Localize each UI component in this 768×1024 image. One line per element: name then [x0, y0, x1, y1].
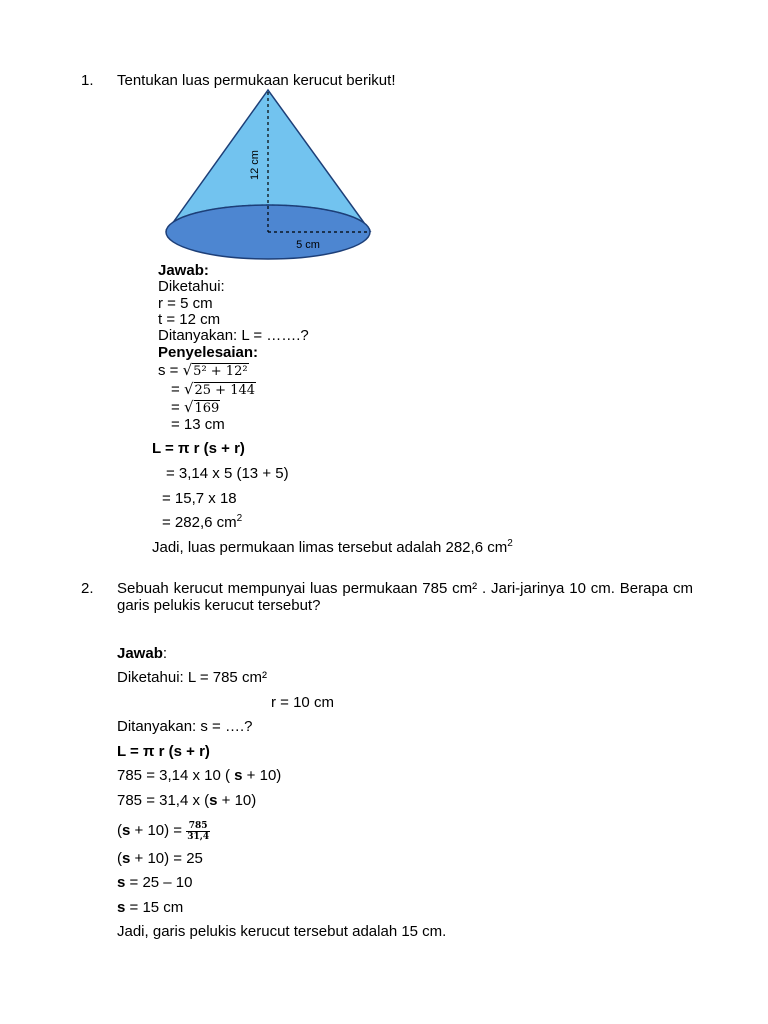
q2-line-4 — [117, 850, 203, 867]
q1-step-1: = 3,14 x 5 (13 + 5) — [166, 465, 289, 482]
line-6-b: = 15 cm — [125, 899, 184, 916]
var-s: s — [122, 822, 131, 839]
sqrt-icon: √ — [183, 398, 194, 416]
q1-conclusion — [152, 539, 513, 556]
sqrt-icon: √ — [183, 380, 194, 398]
var-s: s — [209, 792, 218, 809]
question-2-prompt: Sebuah kerucut mempunyai luas permukaan 785 cm² . Jari-jarinya 10 cm. Berapa cm garis pelukis kerucut tersebut? — [117, 580, 693, 614]
question-1-number: 1. — [81, 72, 94, 89]
height-label: 12 cm — [249, 150, 261, 180]
q1-s-line-3 — [171, 399, 220, 416]
q2-jawab-label: Jawab — [117, 645, 163, 662]
line-4-a: ( — [117, 850, 122, 867]
q1-radius: r = 5 cm — [158, 295, 213, 312]
line-2-b: + 10) — [217, 792, 257, 809]
q1-step-2: = 15,7 x 18 — [162, 490, 237, 507]
q1-s-result: = 13 cm — [171, 416, 225, 433]
q1-jawab-label: Jawab: — [158, 262, 209, 279]
q1-s-line-2 — [171, 381, 256, 398]
var-s: s — [117, 874, 126, 891]
q2-conclusion: Jadi, garis pelukis kerucut tersebut adalah 15 cm. — [117, 923, 447, 940]
q2-line-5 — [117, 874, 193, 891]
q2-jawab-colon: : — [162, 645, 168, 662]
q1-s-line-1 — [158, 362, 249, 379]
line-3-a: ( — [117, 822, 122, 839]
line-1-a: 785 = 3,14 x 10 ( — [117, 767, 235, 784]
radicand-3: 169 — [194, 401, 220, 416]
eq-prefix: = — [171, 399, 184, 416]
q2-ditanyakan: Ditanyakan: s = ….? — [117, 718, 253, 735]
q1-formula: L = π r (s + r) — [152, 440, 245, 457]
var-s: s — [234, 767, 243, 784]
step-3-text: = 282,6 cm — [162, 514, 237, 531]
question-2-number: 2. — [81, 580, 94, 597]
q2-line-1 — [117, 767, 281, 784]
cone-figure — [160, 86, 380, 266]
q2-radius: r = 10 cm — [271, 694, 334, 711]
q1-diketahui: Diketahui: — [158, 278, 225, 295]
conclusion-text: Jadi, luas permukaan limas tersebut adalah 282,6 cm — [152, 539, 508, 556]
q2-line-2 — [117, 792, 256, 809]
sqrt-icon: √ — [182, 361, 193, 379]
radicand-1: 5² + 12² — [193, 364, 248, 379]
conclusion-sup: 2 — [507, 538, 513, 549]
q2-line-3 — [117, 818, 210, 844]
q1-height: t = 12 cm — [158, 311, 221, 328]
line-1-b: + 10) — [242, 767, 282, 784]
line-5-b: = 25 – 10 — [125, 874, 193, 891]
line-2-a: 785 = 31,4 x ( — [117, 792, 210, 809]
radius-label: 5 cm — [296, 239, 320, 251]
fraction — [186, 821, 210, 842]
fraction-denominator: 31,4 — [187, 831, 210, 842]
var-s: s — [117, 899, 126, 916]
q1-ditanyakan: Ditanyakan: L = …….? — [158, 327, 309, 344]
var-s: s — [122, 850, 131, 867]
question-1-prompt: Tentukan luas permukaan kerucut berikut! — [117, 72, 396, 89]
eq-prefix: = — [171, 381, 184, 398]
q2-diketahui: Diketahui: L = 785 cm² — [117, 669, 267, 686]
q2-jawab — [117, 645, 167, 662]
q1-penyelesaian-label: Penyelesaian: — [158, 344, 259, 361]
q2-formula: L = π r (s + r) — [117, 743, 210, 760]
line-4-b: + 10) = 25 — [130, 850, 203, 867]
s-prefix: s = — [158, 362, 183, 379]
radicand-2: 25 + 144 — [194, 383, 256, 398]
line-3-b: + 10) = — [130, 822, 187, 839]
step-3-sup: 2 — [236, 513, 243, 524]
q2-line-6 — [117, 899, 183, 916]
fraction-numerator: 785 — [186, 821, 210, 832]
q1-step-3 — [162, 514, 242, 531]
